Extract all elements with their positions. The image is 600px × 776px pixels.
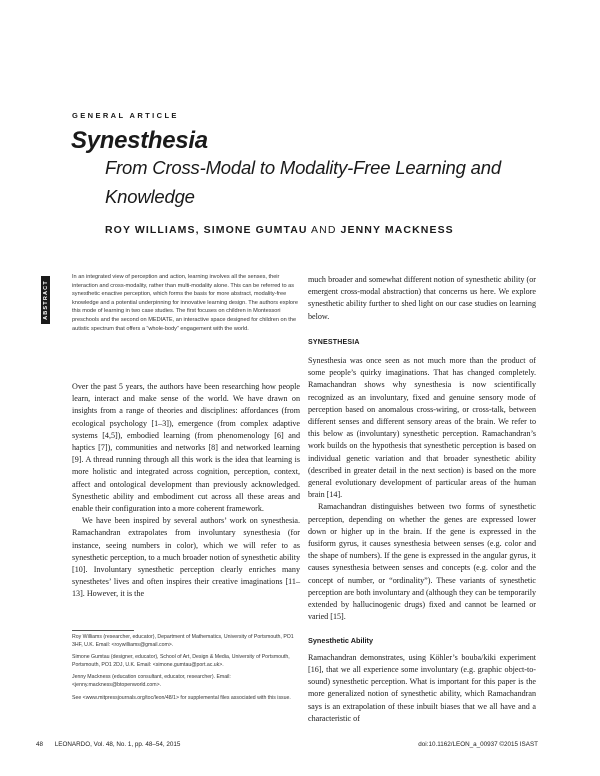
author-note: Jenny Mackness (education consultant, educator, researcher). Email: <jenny.mackness@btopenworld.com>. xyxy=(72,674,231,688)
doi-line: doi:10.1162/LEON_a_00937 ©2015 ISAST xyxy=(418,741,538,748)
journal-citation: LEONARDO, Vol. 48, No. 1, pp. 48–54, 2015 xyxy=(54,741,181,748)
article-kicker: GENERAL ARTICLE xyxy=(72,111,179,120)
author-line xyxy=(105,224,454,236)
author-note: Roy Williams (researcher, educator), Department of Mathematics, University of Portsmouth, PO1 3HF, U.K. Email: <roywilliams@gmail.com>. xyxy=(72,634,294,648)
page-number: 48 xyxy=(36,741,44,748)
abstract-text: In an integrated view of perception and action, learning involves all the senses, their interaction and cross-modality, rather than multi-modality alone. This can be referred to as synesthetic enactive perception, which forms the basis for more abstract, modality-free knowledge and a potential underpinning for innovative learning design. The authors explore this mode of learning in two case studies. The first focuses on children in Montessori preschools and the second on MEDIATE, an interactive space designed for children on the autistic spectrum that offers a “whole-body” engagement with the world. xyxy=(72,274,298,332)
article-title: Synesthesia xyxy=(71,127,208,154)
footer-left xyxy=(36,741,180,748)
abstract-label xyxy=(41,276,50,324)
author-1: ROY WILLIAMS, xyxy=(105,224,200,236)
body-paragraph: much broader and somewhat different notion of synesthetic ability (or emergent cross-modal abstraction) that concerns us here. We explore synesthetic ability further to shed light on our case studies on learning below. xyxy=(308,275,536,321)
author-note: Simone Gumtau (designer, educator), School of Art, Design & Media, University of Portsmouth, Portsmouth, PO1 2DJ, U.K. Email: <simone.gumtau@port.ac.uk>. xyxy=(72,654,290,668)
subsection-heading: Synesthetic Ability xyxy=(308,636,374,646)
author-conjunction: AND xyxy=(311,224,337,236)
body-paragraph: Ramachandran demonstrates, using Köhler’s bouba/kiki experiment [16], that we all experience some involuntary (e.g. graphic object-to-sound) synesthetic perception. What is important for this paper is the more generalized notion of synesthetic ability, which Ramachandran says is an extrapolation of these inbuilt biases that we all have and a characteristic of xyxy=(308,652,536,723)
article-subtitle: From Cross-Modal to Modality-Free Learning and Knowledge xyxy=(105,157,501,207)
abstract-label-text: ABSTRACT xyxy=(42,280,49,320)
body-paragraph: We have been inspired by several authors’ work on synesthesia. Ramachandran extrapolates from involuntary synesthesia (for instance, seeing numbers in color), which we will refer to as synesthetic perception, to a much broader notion of synesthetic ability [10]. Involuntary synesthetic perception clearly enriches many synesthetes’ lives and often inspires their creative imaginations [11–13]. However, it is the xyxy=(72,516,300,599)
notes-divider xyxy=(72,630,134,631)
author-3: JENNY MACKNESS xyxy=(340,224,454,236)
supplemental-note: See <www.mitpressjournals.org/toc/leon/48/1> for supplemental files associated with this issue. xyxy=(72,694,291,701)
body-left-column xyxy=(72,381,300,601)
body-paragraph: Synesthesia was once seen as not much more than the product of some people’s quirky imaginations. That has changed completely. Ramachandran shows why synesthesia is now scientifically recognized as an involuntary, fixed and genuine sensory mode of perception based on anomalous cross-wiring, or cross-talk, between different senses and different sensory areas of the brain. We refer to this below as (involuntary) synesthetic perception. Ramachandran’s work builds on the hypothesis that synesthetic perception is based on individual genetic variation and that broader synesthetic ability (described in greater detail in the next section) is based on the more general evolutionary development of particular areas of the human brain [14]. xyxy=(308,356,536,500)
section-heading: SYNESTHESIA xyxy=(308,338,360,346)
author-notes xyxy=(72,634,304,707)
author-2: SIMONE GUMTAU xyxy=(203,224,308,236)
body-paragraph: Over the past 5 years, the authors have been researching how people learn, interact and make sense of the world. We have drawn on insights from a range of theories and disciplines: affordances (from ecological psychology [1–3]), emergence (from complex adaptive systems [4,5]), embodied learning (from phenomenology [6] and haptics [7]), communities and networks [8] and networked learning [9]. A thread running through all this work is the idea that learning is more holistic and integrated across cognition, perception, context, affect and ontological development than previously acknowledged. Synesthetic ability and embodiment cut across all these areas and enable their configuration into a more coherent framework. xyxy=(72,382,300,514)
body-right-column xyxy=(308,274,536,725)
body-paragraph: Ramachandran distinguishes between two forms of synesthetic perception, depending on whether the genes are expressed lower down or higher up in the brain. If the gene is expressed in the fusiform gyrus, it causes synesthesia between senses (e.g. color and the shape of numbers). If the gene is expressed in the angular gyrus, it causes synesthesia between senses and concepts (e.g. color and the concept of number, or “ordinality”). These variants of synesthetic perception are both involuntary and (although they can be temporarily extended by hallucinogenic drugs) fixed and cannot be learned or varied [15]. xyxy=(308,502,536,622)
